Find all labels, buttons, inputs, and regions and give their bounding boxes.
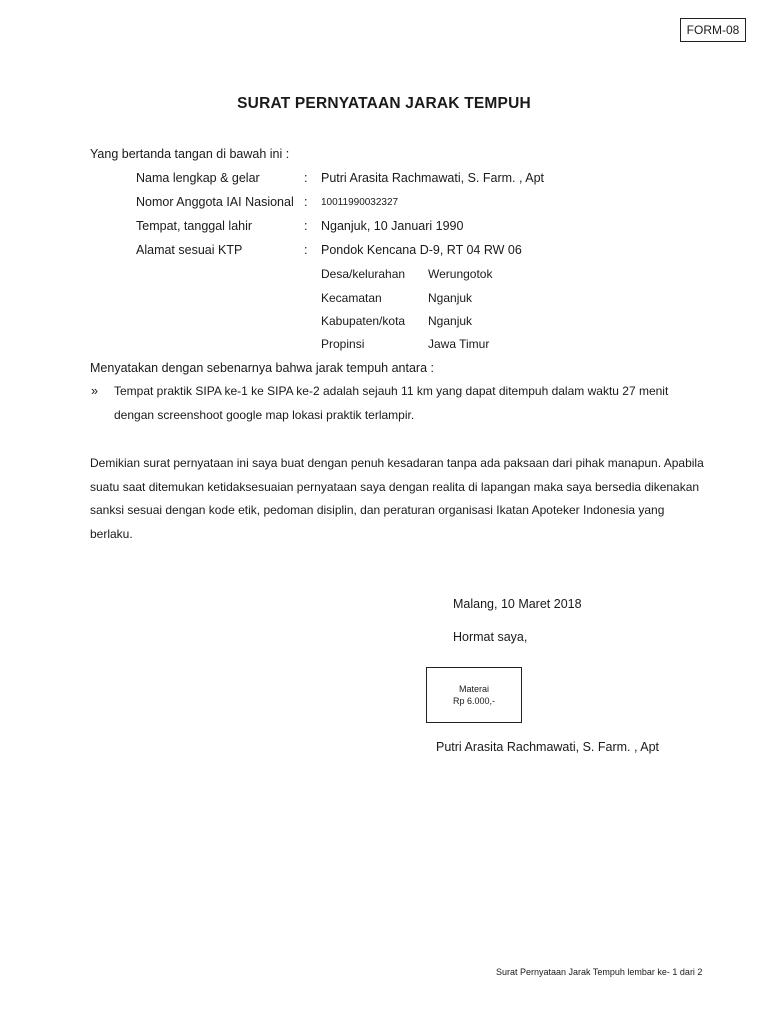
identity-value-member-number: 10011990032327 — [321, 197, 399, 208]
address-value-village: Werungotok — [428, 267, 493, 281]
stamp-label: Materai — [458, 684, 489, 694]
address-label-village: Desa/kelurahan — [321, 267, 406, 281]
form-code-box: FORM-08 — [680, 18, 746, 42]
closing-line-2: suatu saat ditemukan ketidaksesuaian pernyataan saya dengan realita di lapangan maka saya bersedia dikenakan — [90, 480, 700, 494]
intro-text: Yang bertanda tangan di bawah ini : — [90, 147, 290, 161]
statement-intro: Menyatakan dengan sebenarnya bahwa jarak tempuh antara : — [90, 361, 434, 375]
signatory-name: Putri Arasita Rachmawati, S. Farm. , Apt — [436, 740, 659, 754]
bullet-line-1: Tempat praktik SIPA ke-1 ke SIPA ke-2 adalah sejauh 11 km yang dapat ditempuh dalam waktu 27 menit — [114, 384, 669, 398]
address-value-province: Jawa Timur — [428, 337, 490, 351]
identity-separator: : — [304, 195, 308, 209]
identity-label-member-number: Nomor Anggota IAI Nasional — [136, 195, 294, 209]
identity-value-name: Putri Arasita Rachmawati, S. Farm. , Apt — [321, 171, 544, 185]
signature-greeting: Hormat saya, — [453, 630, 528, 644]
identity-separator: : — [304, 171, 308, 185]
address-label-district: Kecamatan — [321, 291, 382, 305]
address-label-province: Propinsi — [321, 337, 365, 351]
identity-value-address: Pondok Kencana D-9, RT 04 RW 06 — [321, 243, 522, 257]
stamp-amount: Rp 6.000,- — [452, 696, 496, 706]
bullet-line-2: dengan screenshoot google map lokasi praktik terlampir. — [114, 408, 415, 422]
address-label-regency: Kabupaten/kota — [321, 314, 406, 328]
identity-value-birth: Nganjuk, 10 Januari 1990 — [321, 219, 464, 233]
closing-line-1: Demikian surat pernyataan ini saya buat dengan penuh kesadaran tanpa ada paksaan dari pihak manapun. Apabila — [90, 456, 704, 470]
identity-label-birth: Tempat, tanggal lahir — [136, 219, 253, 233]
signature-place-date: Malang, 10 Maret 2018 — [453, 597, 582, 611]
identity-separator: : — [304, 219, 308, 233]
page-footer: Surat Pernyataan Jarak Tempuh lembar ke- 1 dari 2 — [496, 967, 703, 977]
address-value-district: Nganjuk — [428, 291, 473, 305]
closing-line-4: berlaku. — [90, 527, 133, 541]
identity-separator: : — [304, 243, 308, 257]
identity-label-address: Alamat sesuai KTP — [136, 243, 243, 257]
document-title: SURAT PERNYATAAN JARAK TEMPUH — [237, 95, 531, 112]
stamp-duty-box — [426, 667, 522, 723]
address-value-regency: Nganjuk — [428, 314, 473, 328]
bullet-marker: » — [91, 384, 98, 398]
identity-label-name: Nama lengkap & gelar — [136, 171, 260, 185]
closing-line-3: sanksi sesuai dengan kode etik, pedoman disiplin, dan peraturan organisasi Ikatan Apoteker Indonesia yang — [90, 503, 665, 517]
